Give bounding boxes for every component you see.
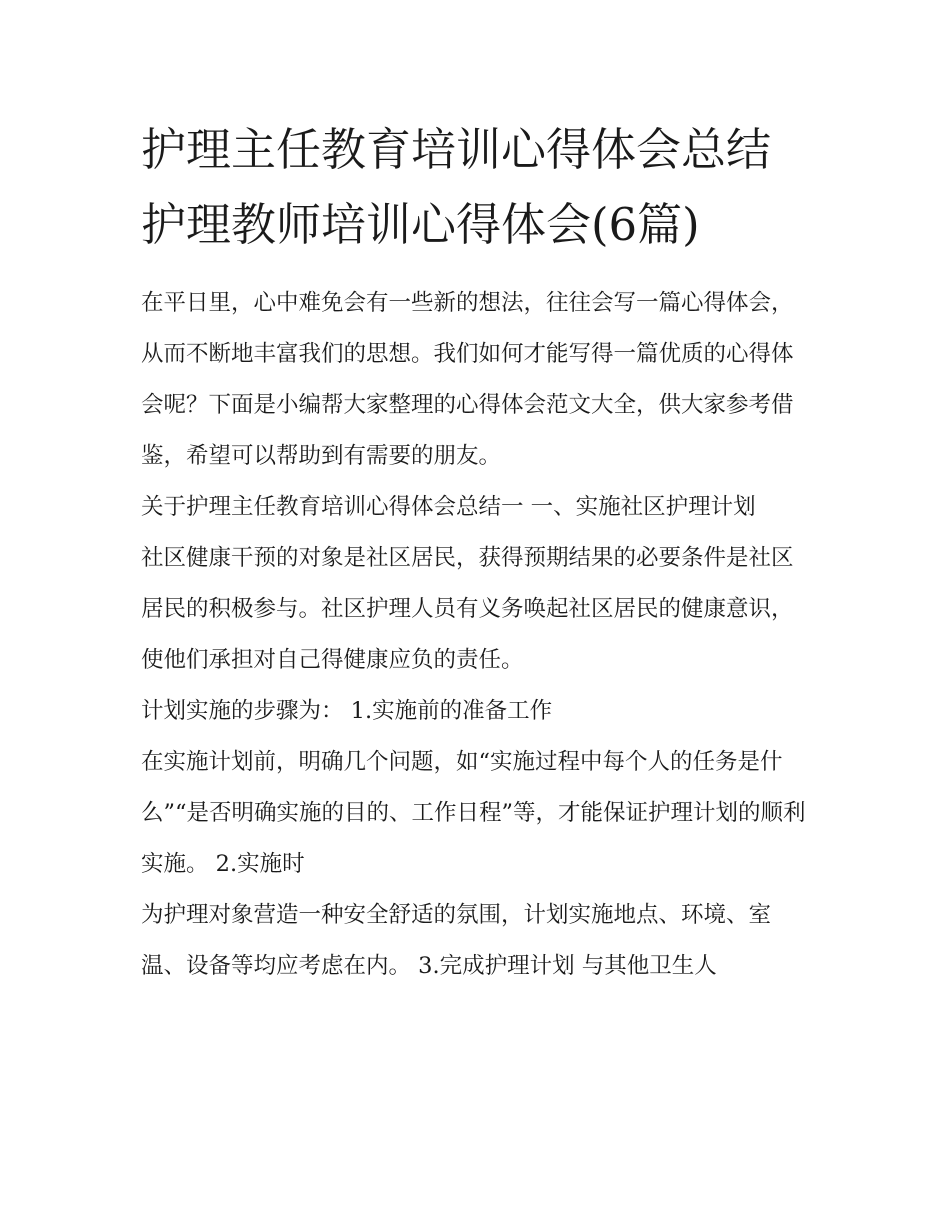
paragraph-steps: 计划实施的步骤为： 1.实施前的准备工作 <box>141 698 553 724</box>
paragraph-implementation: 为护理对象营造一种安全舒适的氛围，计划实施地点、环境、室温、设备等均应考虑在内。 3.完成护理计划 与其他卫生人 <box>141 902 772 979</box>
paragraph-intro: 在平日里，心中难免会有一些新的想法，往往会写一篇心得体会，从而不断地丰富我们的思想。我们如何才能写得一篇优质的心得体会呢？下面是小编帮大家整理的心得体会范文大全，供大家参考借鉴，希望可以帮助到有需要的朋友。 <box>141 290 794 469</box>
document-title: 护理主任教育培训心得体会总结 护理教师培训心得体会(6篇) <box>141 123 772 251</box>
paragraph-community-intervention: 社区健康干预的对象是社区居民，获得预期结果的必要条件是社区居民的积极参与。社区护理人员有义务唤起社区居民的健康意识，使他们承担对自己得健康应负的责任。 <box>141 545 794 673</box>
paragraph-section-heading: 关于护理主任教育培训心得体会总结一 一、实施社区护理计划 <box>141 494 756 520</box>
document-page <box>141 112 813 992</box>
paragraph-preparation: 在实施计划前，明确几个问题，如“实施过程中每个人的任务是什么”“是否明确实施的目的、工作日程”等，才能保证护理计划的顺利实施。 2.实施时 <box>141 749 806 877</box>
